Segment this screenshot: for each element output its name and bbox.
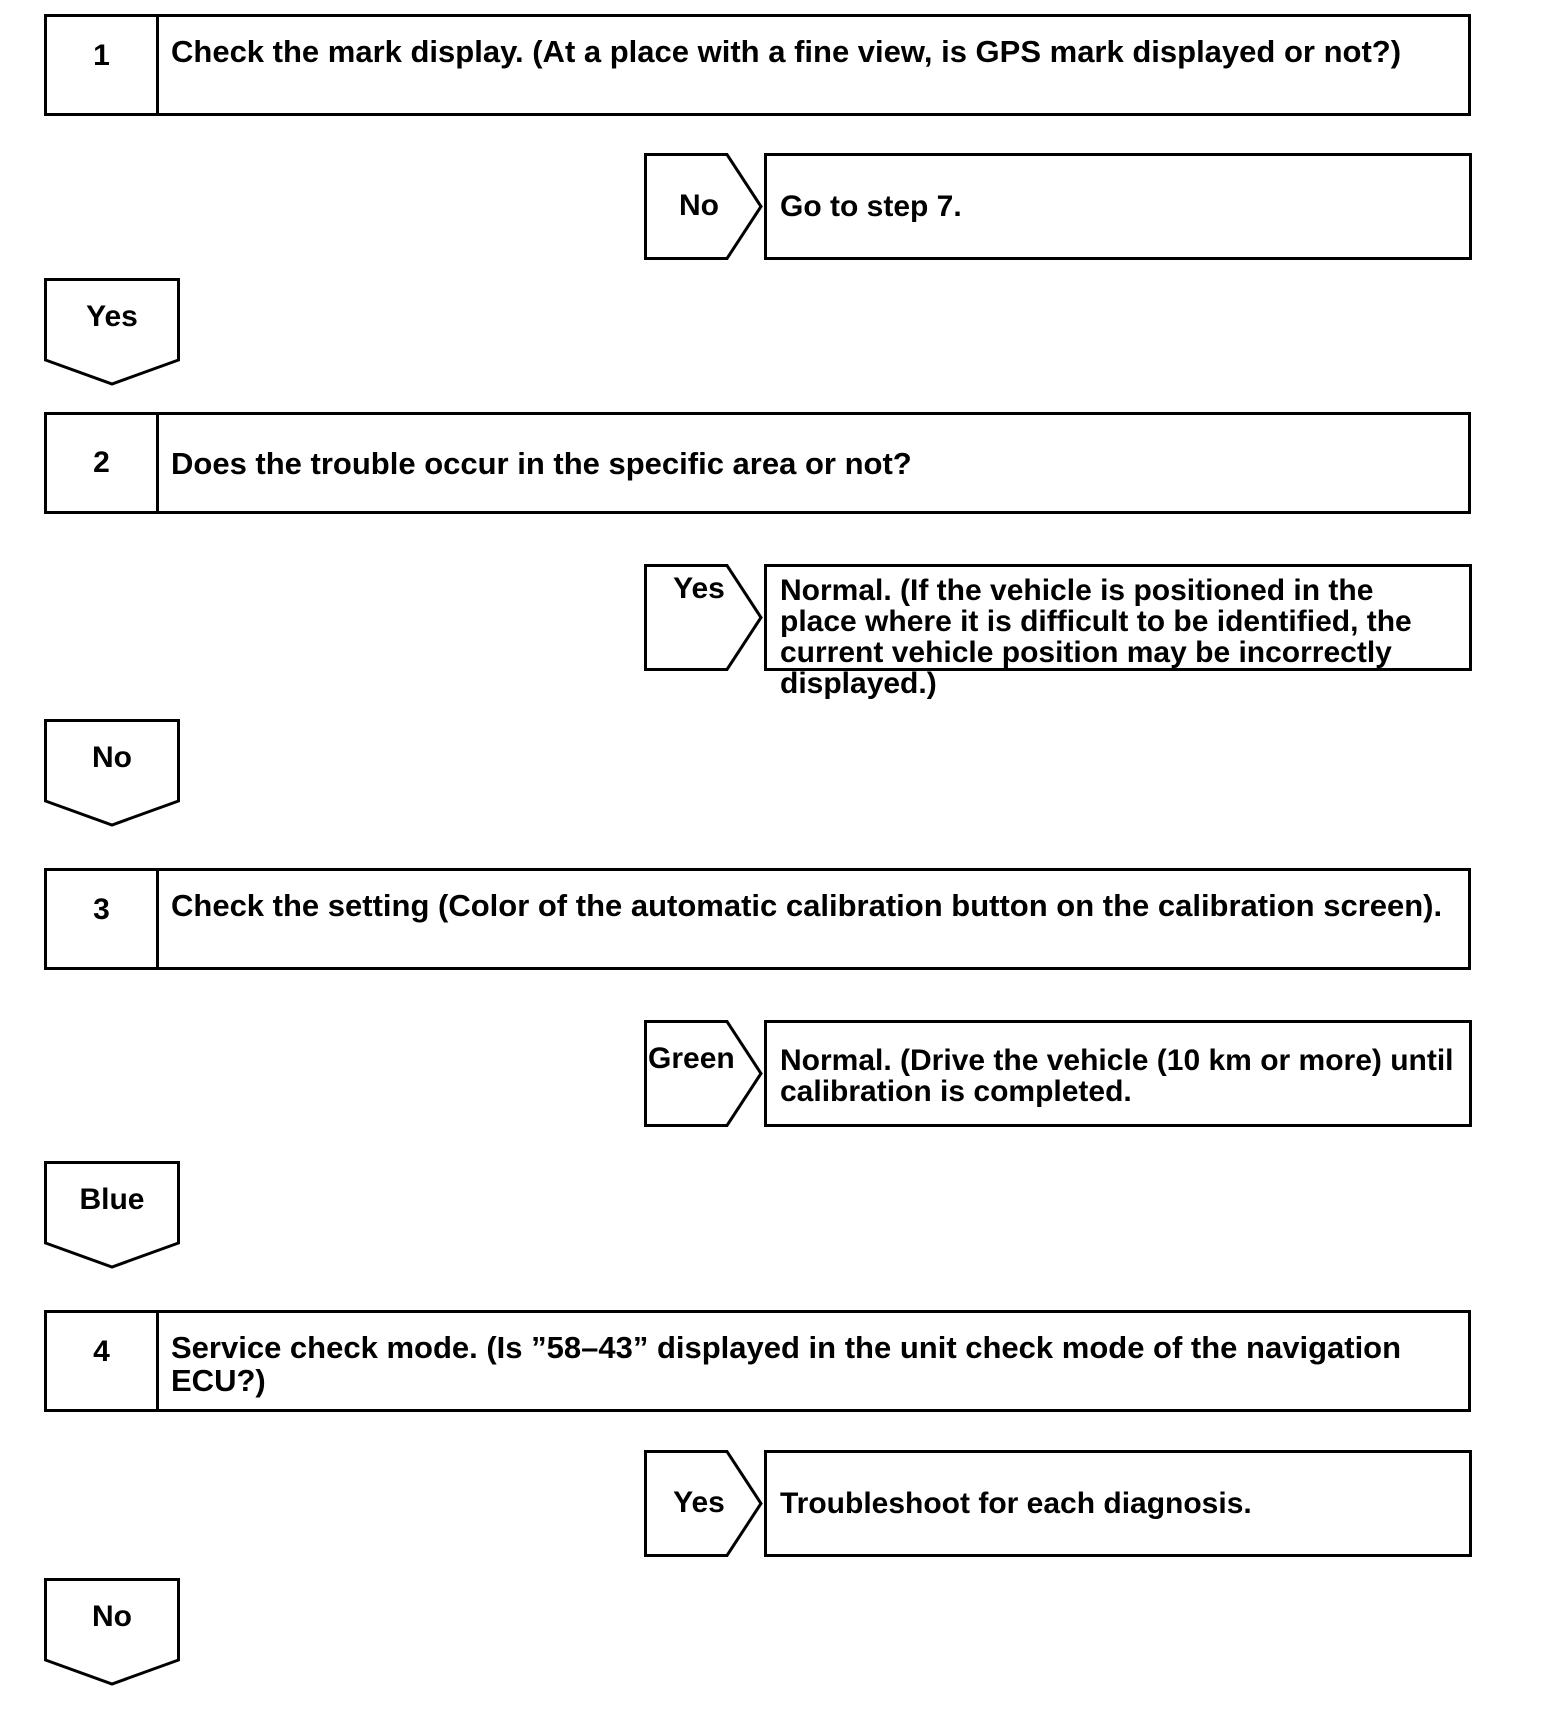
- branch-result-box: Troubleshoot for each diagnosis.: [764, 1450, 1472, 1557]
- continue-label: No: [92, 741, 132, 774]
- branch-label: Yes: [673, 572, 725, 605]
- branch-arrow-green: [644, 1020, 764, 1127]
- branch-result-box: Normal. (Drive the vehicle (10 km or more) until calibration is completed.: [764, 1020, 1472, 1127]
- branch-result-box: Go to step 7.: [764, 153, 1472, 260]
- step-4-box: [44, 1310, 1471, 1412]
- branch-label: No: [679, 189, 719, 222]
- continue-arrow-no: [44, 1578, 180, 1686]
- step-3-box: [44, 868, 1471, 970]
- continue-label: Yes: [86, 300, 138, 333]
- step-question: Service check mode. (Is ”58–43” displayed in the unit check mode of the navigation ECU?): [171, 1330, 1402, 1398]
- branch-label: Green: [648, 1042, 735, 1075]
- continue-label: Blue: [79, 1183, 145, 1216]
- step-number: 3: [47, 871, 159, 967]
- step-question: Does the trouble occur in the specific area or not?: [171, 445, 912, 481]
- step-question: Check the setting (Color of the automatic calibration button on the calibration screen).: [171, 888, 1443, 923]
- continue-arrow-blue: [44, 1161, 180, 1269]
- step-number: 4: [47, 1313, 159, 1409]
- step-number: 1: [47, 17, 159, 113]
- branch-arrow-yes: [644, 1450, 764, 1557]
- branch-result-box: Normal. (If the vehicle is positioned in the place where it is difficult to be identified, the current vehicle position may be incorrectly displayed.): [764, 564, 1472, 671]
- continue-arrow-no: [44, 719, 180, 827]
- step-1-box: [44, 14, 1471, 116]
- branch-label: Yes: [673, 1486, 725, 1519]
- continue-arrow-yes: [44, 278, 180, 386]
- step-number: 2: [47, 415, 159, 511]
- step-question: Check the mark display. (At a place with a fine view, is GPS mark displayed or not?): [171, 34, 1402, 69]
- step-2-box: [44, 412, 1471, 514]
- branch-arrow-yes: [644, 564, 764, 671]
- branch-arrow-no: [644, 153, 764, 260]
- continue-label: No: [92, 1600, 132, 1633]
